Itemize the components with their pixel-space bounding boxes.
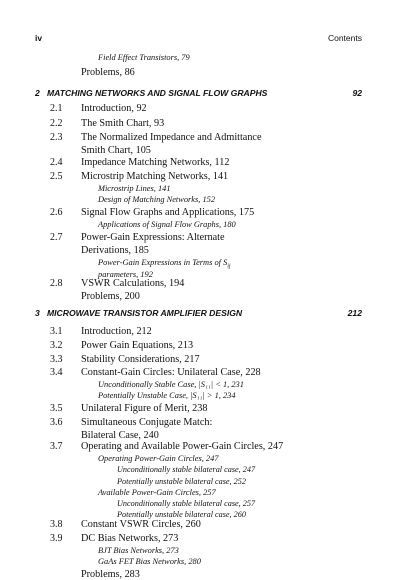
section-title: Introduction, 212: [81, 326, 152, 337]
section-title: The Smith Chart, 93: [81, 118, 165, 129]
section-number: 2.8: [50, 278, 63, 289]
section-number: 2.2: [50, 118, 63, 129]
section-title: Simultaneous Conjugate Match:: [81, 417, 213, 428]
section-title: Derivations, 185: [81, 245, 149, 257]
section-number: 3.1: [50, 326, 63, 337]
section-title: Unilateral Figure of Merit, 238: [81, 403, 208, 414]
section-title: Stability Considerations, 217: [81, 354, 200, 365]
section-number: 3.7: [50, 441, 63, 452]
chapter-heading: [35, 308, 362, 318]
chapter-title: MATCHING NETWORKS AND SIGNAL FLOW GRAPHS: [47, 88, 268, 98]
section-title: Power Gain Equations, 213: [81, 340, 194, 351]
running-head: Contents: [327, 33, 362, 43]
section-title: Problems, 283: [81, 568, 140, 580]
subsection-title: GaAs FET Bias Networks, 280: [98, 557, 201, 567]
section-title: Introduction, 92: [81, 103, 147, 114]
subsection-title: parameters, 192: [98, 269, 153, 279]
subsection-title: Unconditionally stable bilateral case, 257: [117, 499, 256, 508]
section-number: 3.4: [50, 367, 63, 378]
section-number: 3.9: [50, 533, 63, 544]
section-title: The Normalized Impedance and Admittance: [81, 132, 262, 143]
subsection-title: BJT Bias Networks, 273: [98, 546, 179, 556]
section-title: Power-Gain Expressions: Alternate: [81, 232, 225, 243]
section-title: Constant-Gain Circles: Unilateral Case, 228: [81, 367, 261, 378]
subsection-title: Power-Gain Expressions in Terms of $S_{ij}$: [98, 258, 231, 271]
subsection-title: Unconditionally stable bilateral case, 247: [117, 465, 256, 475]
section-number: 2.4: [50, 157, 63, 168]
subsection-title: Available Power-Gain Circles, 257: [98, 487, 216, 497]
section-title: DC Bias Networks, 273: [81, 533, 179, 544]
section-title: Operating and Available Power-Gain Circles, 247: [81, 441, 284, 452]
chapter-heading: [35, 88, 362, 98]
section-title: Microstrip Matching Networks, 141: [81, 171, 229, 182]
section-title: Impedance Matching Networks, 112: [81, 157, 230, 168]
chapter-title: MICROWAVE TRANSISTOR AMPLIFIER DESIGN: [47, 308, 243, 318]
section-number: 3.6: [50, 417, 63, 428]
page-number: iv: [35, 33, 43, 43]
section-number: 2.5: [50, 171, 63, 182]
section-number: 3.8: [50, 519, 63, 530]
section-number: 3.3: [50, 354, 63, 365]
section-title: VSWR Calculations, 194: [81, 278, 185, 289]
subsection-title: Microstrip Lines, 141: [98, 184, 171, 194]
subsection-title: Unconditionally Stable Case, |S₁₁| < 1, 231: [98, 380, 244, 390]
subsection-title: Design of Matching Networks, 152: [98, 195, 216, 205]
subsection-title: Potentially unstable bilateral case, 252: [117, 476, 246, 486]
toc-line: Field Effect Transistors, 79: [98, 53, 190, 62]
section-number: 3.5: [50, 403, 63, 414]
section-number: 2.1: [50, 103, 63, 114]
subsection-title: Potentially unstable bilateral case, 260: [117, 510, 246, 520]
section-number: 2.6: [50, 207, 63, 218]
section-number: 3.2: [50, 340, 63, 351]
chapter-page: 212: [347, 308, 362, 318]
section-title: Constant VSWR Circles, 260: [81, 519, 201, 530]
subsection-title: Potentially Unstable Case, |S₁₁| > 1, 234: [98, 391, 236, 401]
toc-line: Problems, 86: [81, 67, 135, 78]
subsection-title: Operating Power-Gain Circles, 247: [98, 454, 219, 464]
chapter-number: 3: [35, 308, 40, 318]
section-number: 2.3: [50, 132, 63, 143]
chapter-number: 2: [35, 88, 40, 98]
chapter-page: 92: [352, 88, 362, 98]
section-title: Problems, 200: [81, 291, 140, 303]
subsection-title: Applications of Signal Flow Graphs, 180: [98, 220, 236, 230]
section-number: 2.7: [50, 232, 63, 243]
section-title: Smith Chart, 105: [81, 145, 151, 157]
section-title: Signal Flow Graphs and Applications, 175: [81, 207, 255, 218]
section-title: Bilateral Case, 240: [81, 430, 159, 442]
